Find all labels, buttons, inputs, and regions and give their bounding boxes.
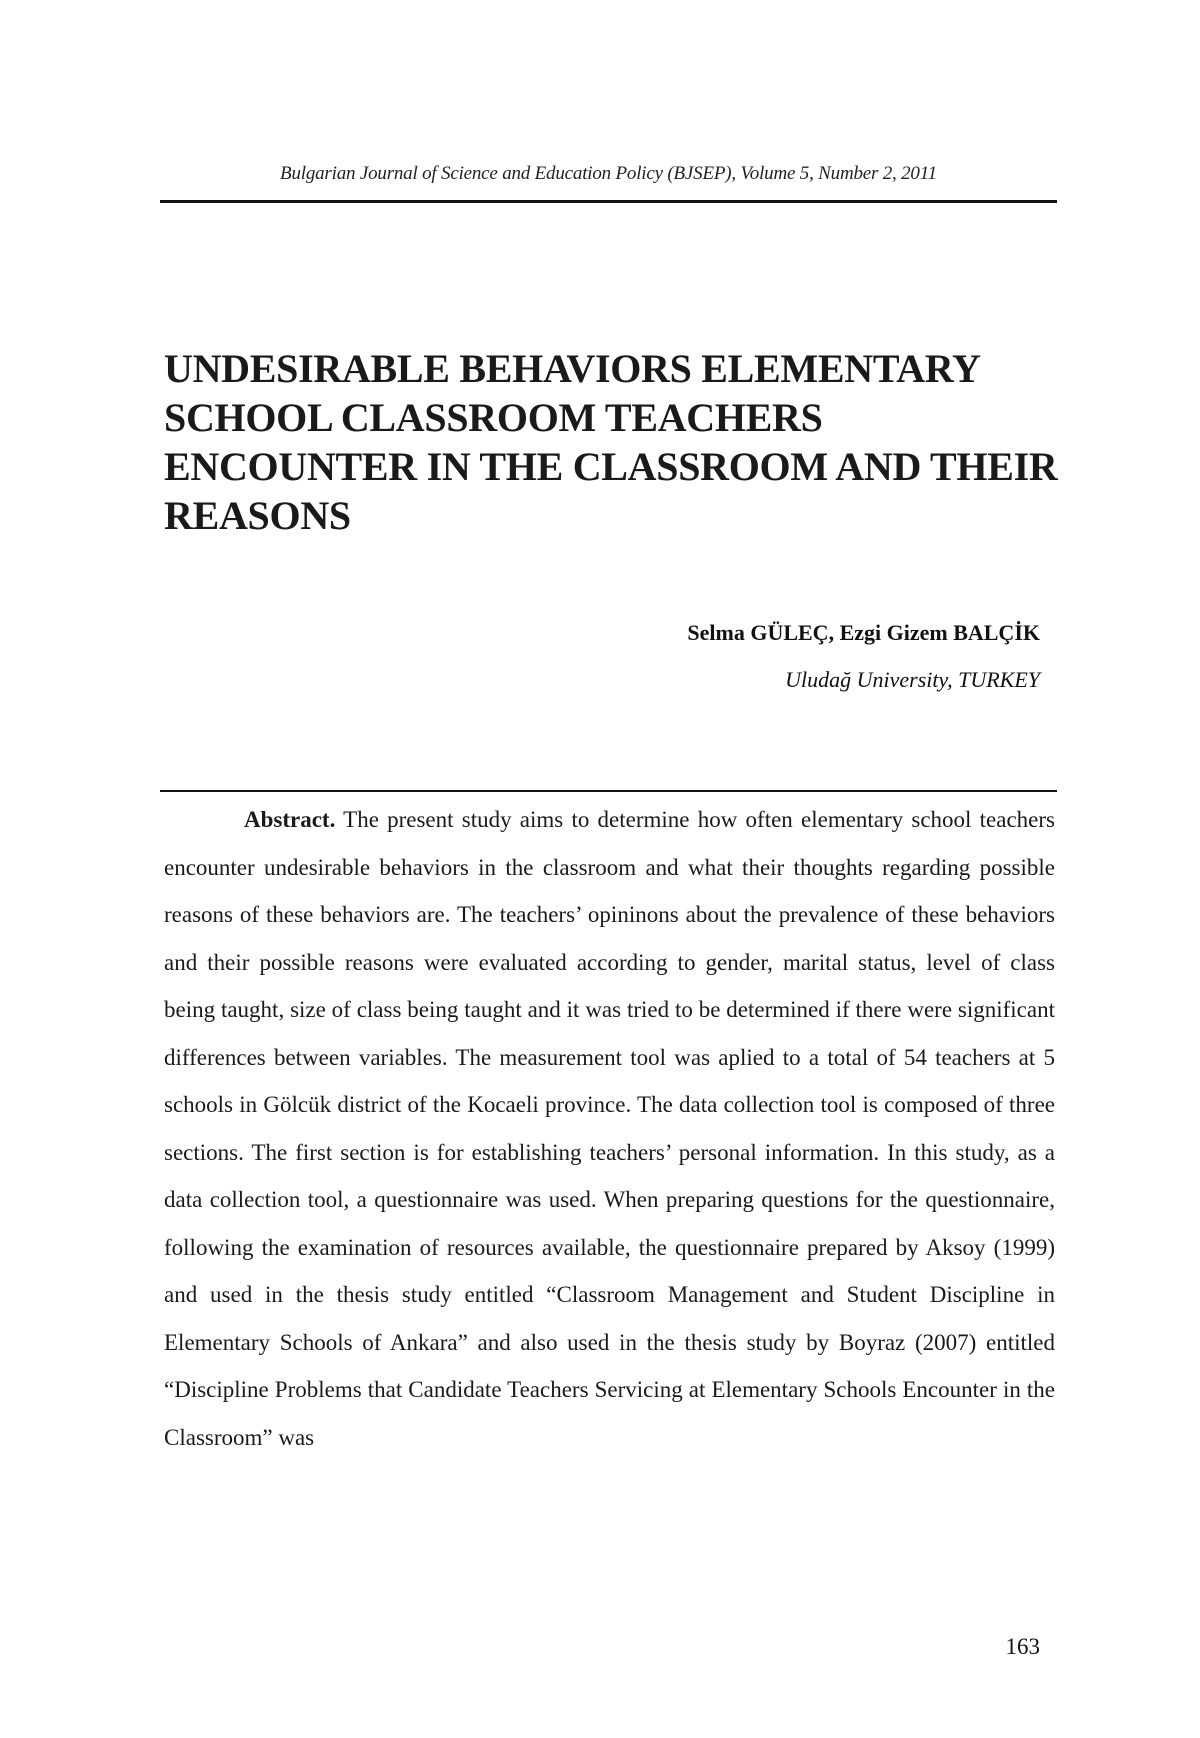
article-title: UNDESIRABLE BEHAVIORS ELEMENTARY SCHOOL CLASSROOM TEACHERS ENCOUNTER IN THE CLASSROOM AND THEIR REASONS xyxy=(164,346,1058,538)
abstract-divider xyxy=(160,790,1057,792)
header-divider xyxy=(160,200,1057,203)
abstract-text: The present study aims to determine how often elementary school teachers encounter undesirable behaviors in the classroom and what their thoughts regarding possible reasons of these behaviors are. The teachers’ opininons about the prevalence of these behaviors and their possible reasons were evaluated according to gender, marital status, level of class being taught, size of class being taught and it was tried to be determined if there were significant differences between variables. The measurement tool was aplied to a total of 54 teachers at 5 schools in Gölcük district of the Kocaeli province. The data collection tool is composed of three sections. The first section is for establishing teachers’ personal information. In this study, as a data collection tool, a questionnaire was used. When preparing questions for the questionnaire, following the examination of resources available, the questionnaire prepared by Aksoy (1999) and used in the thesis study entitled “Classroom Management and Student Discipline in Elementary Schools of Ankara” and also used in the thesis study by Boyraz (2007) entitled “Discipline Problems that Candidate Teachers Servicing at Elementary Schools Encounter in the Classroom” was xyxy=(164,807,1055,1450)
article-authors: Selma GÜLEÇ, Ezgi Gizem BALÇİK xyxy=(687,620,1040,645)
author-affiliation: Uludağ University, TURKEY xyxy=(785,667,1040,692)
abstract-label: Abstract. xyxy=(244,807,336,832)
page-number: 163 xyxy=(1005,1634,1040,1659)
running-header: Bulgarian Journal of Science and Education Policy (BJSEP), Volume 5, Number 2, 2011 xyxy=(280,163,937,184)
abstract-paragraph xyxy=(164,796,1055,1461)
